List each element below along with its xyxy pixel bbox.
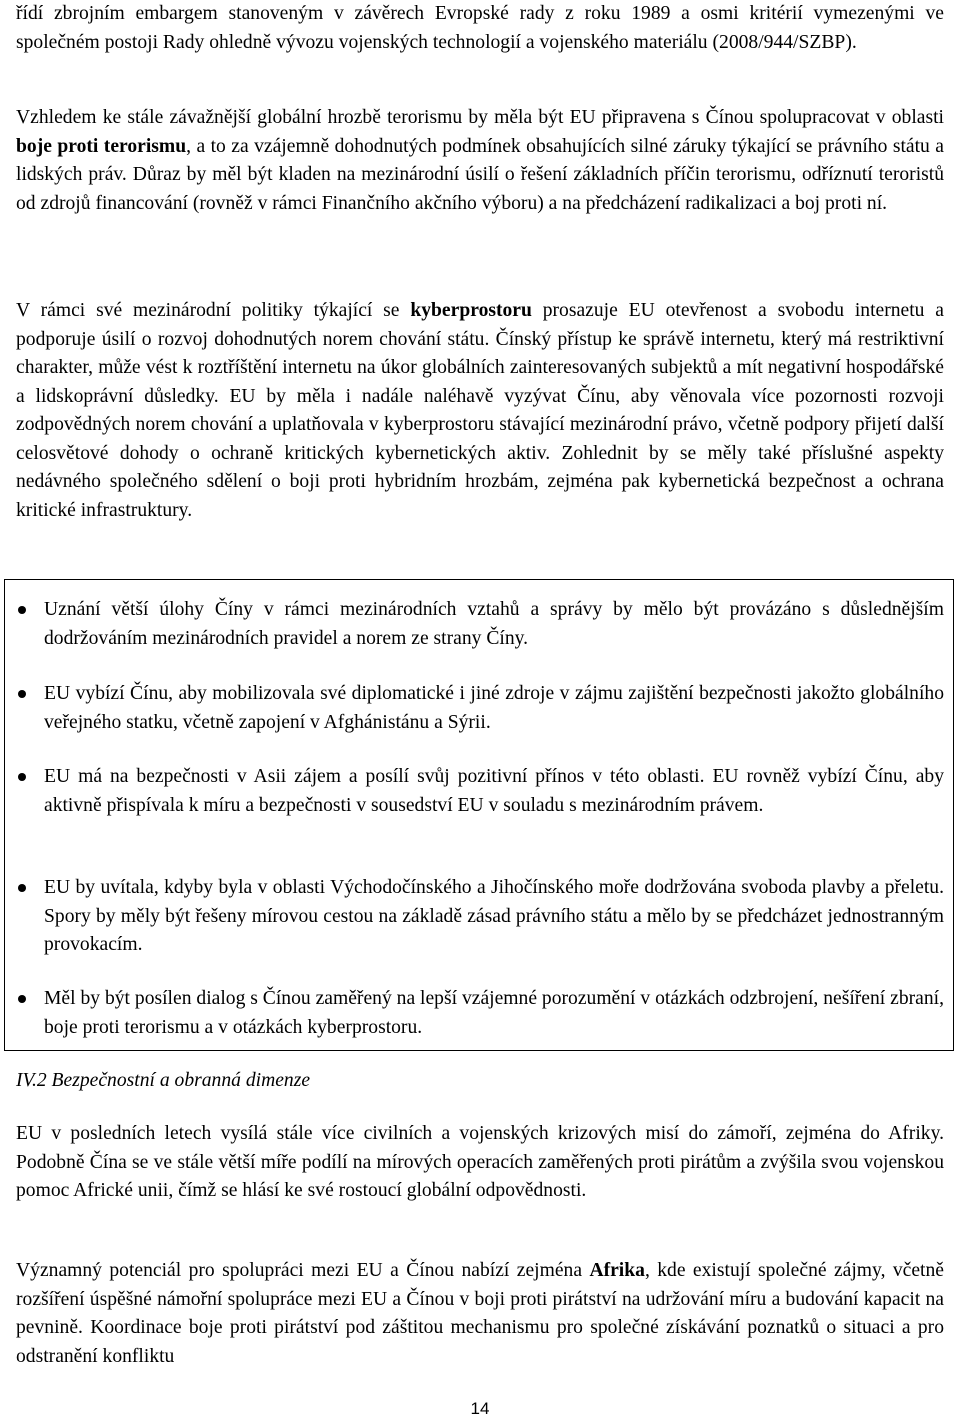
bullet-item: [44, 985, 944, 1042]
paragraph-cyberspace-text-start: V rámci své mezinárodní politiky týkající se: [16, 300, 411, 321]
bullet-dot-icon: [18, 606, 26, 614]
paragraph-africa: [16, 1257, 944, 1371]
bullet-dot-icon: [18, 690, 26, 698]
bullet-text: Měl by být posílen dialog s Čínou zaměřený na lepší vzájemné porozumění v otázkách odzbrojení, nešíření zbraní, boje proti terorismu a v otázkách kyberprostoru.: [44, 988, 944, 1038]
paragraph-africa-text-end: , kde existují společné zájmy, včetně rozšíření úspěšné námořní spolupráce mezi EU a Čínou v boji proti pirátství na udržování míru a budování kapacit na pevnině. Koordinace boje proti pirátství pod záštitou mechanismu pro společné získávání poznatků o situaci a pro odstranění konfliktu: [16, 1260, 944, 1367]
bullet-item: [44, 763, 944, 820]
page-number: 14: [470, 1399, 490, 1418]
bullet-text: Uznání větší úlohy Číny v rámci mezinárodních vztahů a správy by mělo být provázáno s důslednějším dodržováním mezinárodních pravidel a norem ze strany Číny.: [44, 599, 944, 649]
bold-term-cyberspace: kyberprostoru: [410, 300, 532, 321]
paragraph-terrorism: [16, 104, 944, 218]
bold-term-africa: Afrika: [589, 1260, 645, 1281]
paragraph-terrorism-text-start: Vzhledem ke stále závažnější globální hrozbě terorismu by měla být EU připravena s Čínou spolupracovat v oblasti: [16, 107, 944, 128]
bullet-dot-icon: [18, 995, 26, 1003]
paragraph-cyberspace: [16, 297, 944, 525]
bullet-text: EU má na bezpečnosti v Asii zájem a posílí svůj pozitivní přínos v této oblasti. EU rovněž vybízí Čínu, aby aktivně přispívala k míru a bezpečnosti v sousedství EU v souladu s mezinárodním právem.: [44, 766, 944, 816]
bold-term-terrorism: boje proti terorismu: [16, 135, 187, 157]
section-heading: IV.2 Bezpečnostní a obranná dimenze: [16, 1070, 311, 1091]
bullet-dot-icon: [18, 884, 26, 892]
bullet-item: [44, 680, 944, 737]
paragraph-arms-embargo: řídí zbrojním embargem stanoveným v závěrech Evropské rady z roku 1989 a osmi kritérií vymezenými ve společném postoji Rady ohledně vývozu vojenských technologií a vojenského materiálu (2008/944/SZBP).: [16, 3, 944, 53]
paragraph-missions: EU v posledních letech vysílá stále více civilních a vojenských krizových misí do zámoří, zejména do Afriky. Podobně Čína se ve stále větší míře podílí na mírových operacích zaměřených proti pirátům a zvýšila svou vojenskou pomoc Africké unii, čímž se hlásí ke své rostoucí globální odpovědnosti.: [16, 1123, 944, 1201]
bullet-text: EU by uvítala, kdyby byla v oblasti Východočínského a Jihočínského moře dodržována svoboda plavby a přeletu. Spory by měly být řešeny mírovou cestou na základě zásad právního státu a mělo by se předcházet jednostranným provokacím.: [44, 877, 944, 955]
bullet-text: EU vybízí Čínu, aby mobilizovala své diplomatické i jiné zdroje v zájmu zajištění bezpečnosti jakožto globálního veřejného statku, včetně zapojení v Afghánistánu a Sýrii.: [44, 683, 944, 733]
paragraph-terrorism-text-end: , a to za vzájemně dohodnutých podmínek obsahujících silné záruky týkající se právního státu a lidských práv. Důraz by měl být kladen na mezinárodní úsilí o řešení základních příčin terorismu, odříznutí teroristů od zdrojů financování (rovněž v rámci Finančního akčního výboru) a na předcházení radikalizaci a boj proti ní.: [16, 135, 944, 214]
bullet-item: [44, 874, 944, 960]
bullet-item: [44, 596, 944, 653]
paragraph-africa-text-start: Významný potenciál pro spolupráci mezi EU a Čínou nabízí zejména: [16, 1260, 590, 1281]
paragraph-cyberspace-text-end: prosazuje EU otevřenost a svobodu internetu a podporuje úsilí o rozvoj dohodnutých norem chování státu. Čínský přístup ke správě internetu, který má restriktivní charakter, může vést k roztříštění internetu na úkor globálních zainteresovaných subjektů a mít negativní hospodářské a lidskoprávní důsledky. EU by měla i nadále naléhavě vyzývat Čínu, aby věnovala více pozornosti rozvoji zodpovědných norem chování a uplatňovala v kyberprostoru stávající mezinárodní právo, včetně podpory přijetí další celosvětové dohody o ochraně kritických kybernetických aktiv. Zohlednit by se měly také příslušné aspekty nedávného společného sdělení o boji proti hybridním hrozbám, zejména pak kybernetická bezpečnost a ochrana kritické infrastruktury.: [16, 300, 944, 521]
bullet-dot-icon: [18, 773, 26, 781]
